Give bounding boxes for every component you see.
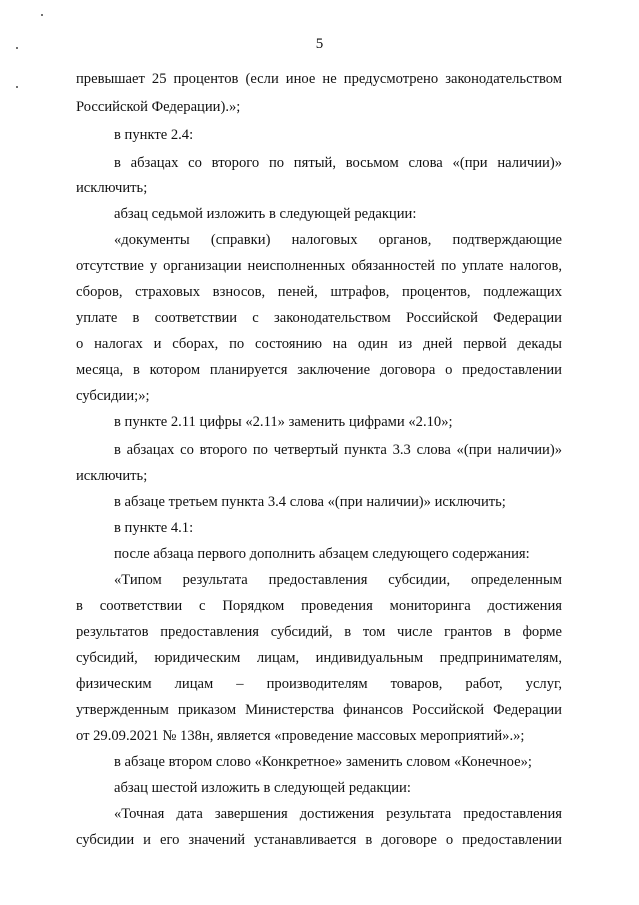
text-line: в абзацах со второго по пятый, восьмом слова «(при наличии)» [114, 155, 562, 171]
text-line: «Типом результата предоставления субсидии, определенным [114, 572, 562, 588]
text-line: результатов предоставления субсидий, в том числе грантов в форме [76, 624, 562, 640]
text-line: субсидии и его значений устанавливается в договоре о предоставлении [76, 832, 562, 848]
text-line: абзац седьмой изложить в следующей редакции: [114, 206, 417, 222]
text-line: сборов, страховых взносов, пеней, штрафов, процентов, подлежащих [76, 284, 562, 300]
text-line: превышает 25 процентов (если иное не предусмотрено законодательством [76, 71, 562, 87]
text-line: в абзацах со второго по четвертый пункта 3.3 слова «(при наличии)» [114, 442, 562, 458]
text-line: субсидии;»; [76, 388, 150, 404]
text-line: о налогах и сборах, по состоянию на один из дней первой декады [76, 336, 562, 352]
text-line: в соответствии с Порядком проведения мониторинга достижения [76, 598, 562, 614]
text-line: в абзаце втором слово «Конкретное» заменить словом «Конечное»; [114, 754, 532, 770]
text-line: субсидий, юридическим лицам, индивидуальным предпринимателям, [76, 650, 562, 666]
text-line: после абзаца первого дополнить абзацем следующего содержания: [114, 546, 530, 562]
text-line: утвержденным приказом Министерства финансов Российской Федерации [76, 702, 562, 718]
text-line: в пункте 2.11 цифры «2.11» заменить цифрами «2.10»; [114, 414, 453, 430]
text-line: физическим лицам – производителям товаров, работ, услуг, [76, 676, 562, 692]
page-number: 5 [315, 36, 324, 52]
text-line: в пункте 2.4: [114, 127, 194, 143]
text-line: абзац шестой изложить в следующей редакции: [114, 780, 411, 796]
text-line: исключить; [76, 468, 148, 484]
scan-dot [16, 86, 18, 88]
text-line: в пункте 4.1: [114, 520, 194, 536]
text-line: «Точная дата завершения достижения результата предоставления [114, 806, 562, 822]
text-line: в абзаце третьем пункта 3.4 слова «(при наличии)» исключить; [114, 494, 506, 510]
text-line: «документы (справки) налоговых органов, подтверждающие [114, 232, 562, 248]
text-line: отсутствие у организации неисполненных обязанностей по уплате налогов, [76, 258, 562, 274]
scan-dot [41, 14, 43, 16]
text-line: уплате в соответствии с законодательством Российской Федерации [76, 310, 562, 326]
text-line: от 29.09.2021 № 138н, является «проведение массовых мероприятий».»; [76, 728, 525, 744]
text-line: исключить; [76, 180, 148, 196]
text-line: Российской Федерации).»; [76, 99, 241, 115]
text-line: месяца, в котором планируется заключение договора о предоставлении [76, 362, 562, 378]
